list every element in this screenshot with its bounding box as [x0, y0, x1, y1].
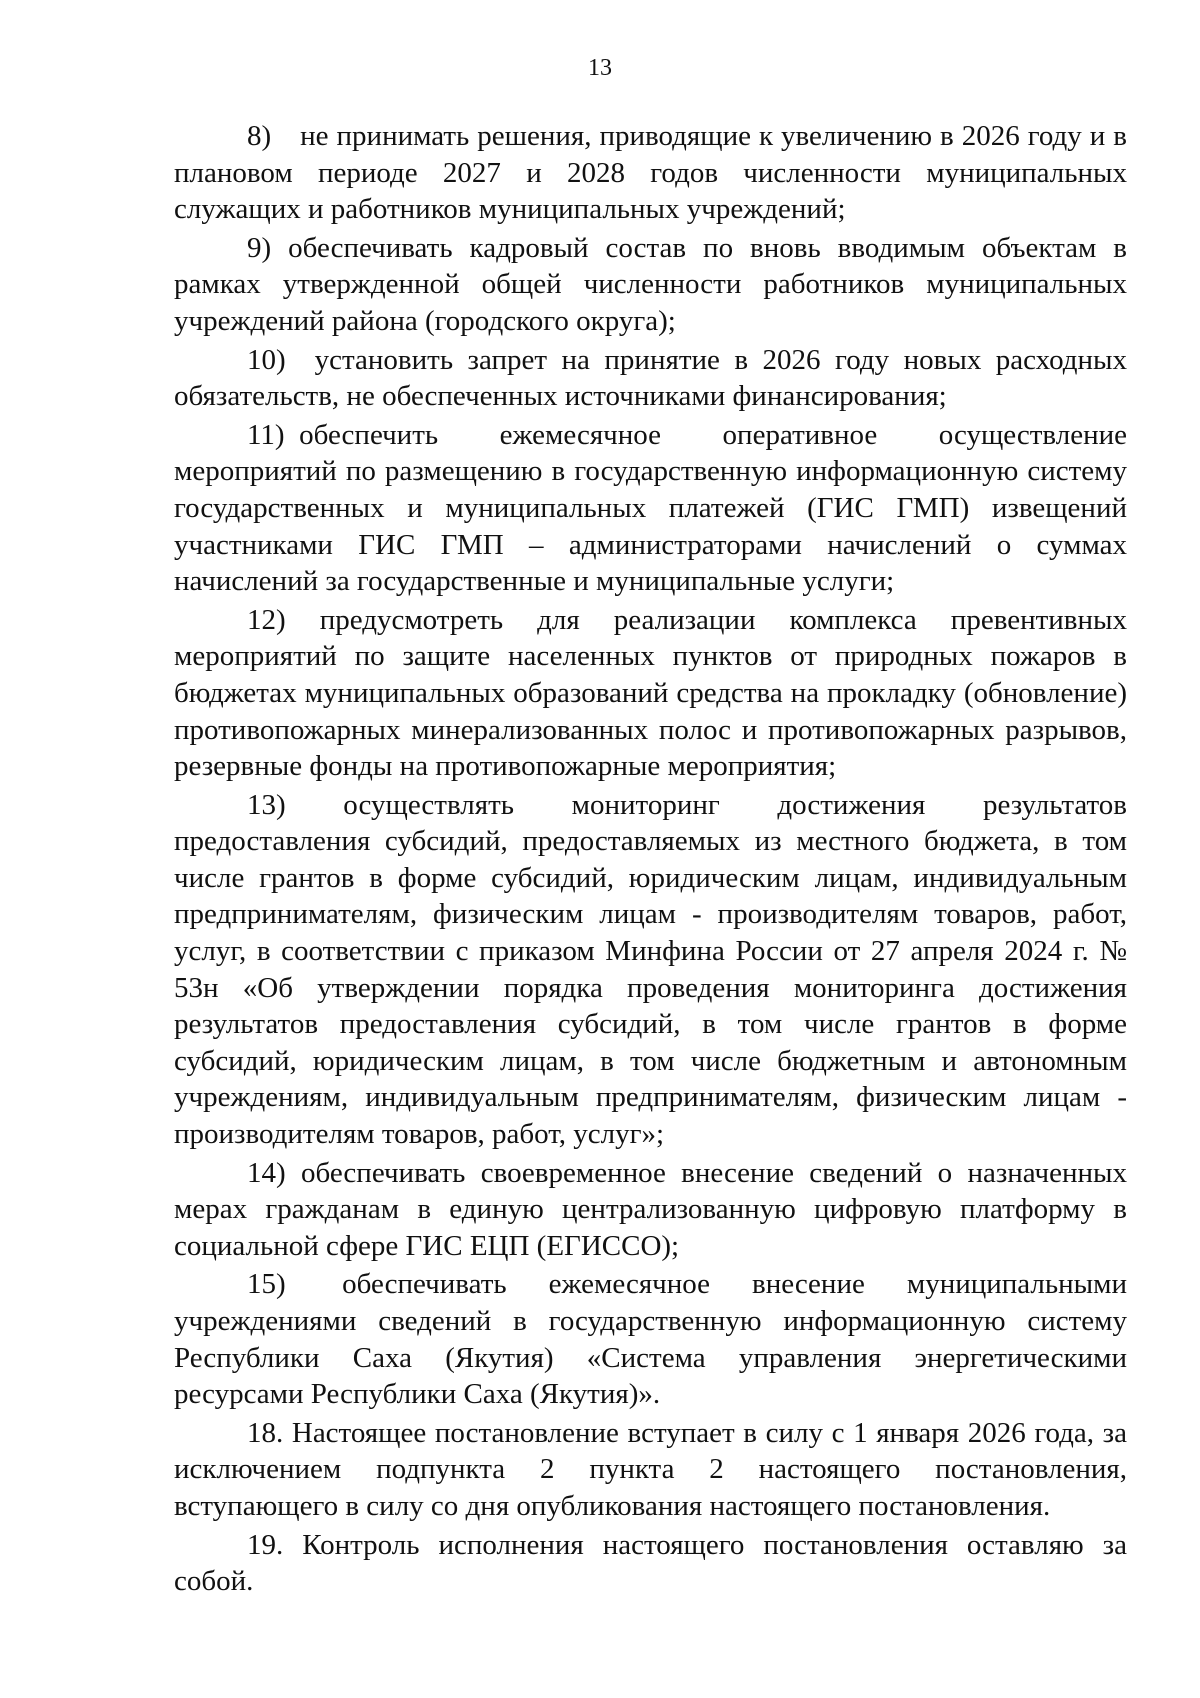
clause-19: 19. Контроль исполнения настоящего постановления оставляю за собой.: [174, 1528, 1127, 1598]
clause-18: 18. Настоящее постановление вступает в силу с 1 января 2026 года, за исключением подпункта 2 пункта 2 настоящего постановления, вступающего в силу со дня опубликования настоящего постановления.: [174, 1416, 1127, 1522]
paragraph-item-10: 10) установить запрет на принятие в 2026 году новых расходных обязательств, не обеспеченных источниками финансирования;: [174, 343, 1127, 413]
paragraph-item-15: 15) обеспечивать ежемесячное внесение муниципальными учреждениями сведений в государственную информационную систему Республики Саха (Якутия) «Система управления энергетическими ресурсами Республики Саха (Якутия)».: [174, 1268, 1127, 1411]
paragraph-item-14: 14) обеспечивать своевременное внесение сведений о назначенных мерах гражданам в единую централизованную цифровую платформу в социальной сфере ГИС ЕЦП (ЕГИССО);: [174, 1156, 1127, 1262]
paragraph-item-8: 8) не принимать решения, приводящие к увеличению в 2026 году и в плановом периоде 2027 и 2028 годов численности муниципальных служащих и работников муниципальных учреждений;: [174, 120, 1127, 226]
paragraph-item-9: 9) обеспечивать кадровый состав по вновь вводимым объектам в рамках утвержденной общей численности работников муниципальных учреждений района (городского округа);: [174, 231, 1127, 337]
paragraph-item-11: 11) обеспечить ежемесячное оперативное осуществление мероприятий по размещению в государственную информационную систему государственных и муниципальных платежей (ГИС ГМП) извещений участниками ГИС ГМП – администраторами начислений о суммах начислений за государственные и муниципальные услуги;: [174, 418, 1127, 598]
document-body: [174, 118, 1127, 1602]
page-number: 13: [588, 55, 612, 81]
paragraph-item-13: 13) осуществлять мониторинг достижения результатов предоставления субсидий, предоставляемых из местного бюджета, в том числе грантов в форме субсидий, юридическим лицам, индивидуальным предпринимателям, физическим лицам - производителям товаров, работ, услуг, в соответствии с приказом Минфина России от 27 апреля 2024 г. № 53н «Об утверждении порядка проведения мониторинга достижения результатов предоставления субсидий, в том числе грантов в форме субсидий, юридическим лицам, в том числе бюджетным и автономным учреждениям, индивидуальным предпринимателям, физическим лицам - производителям товаров, работ, услуг»;: [174, 788, 1127, 1151]
paragraph-item-12: 12) предусмотреть для реализации комплекса превентивных мероприятий по защите населенных пунктов от природных пожаров в бюджетах муниципальных образований средства на прокладку (обновление) противопожарных минерализованных полос и противопожарных разрывов, резервные фонды на противопожарные мероприятия;: [174, 603, 1127, 783]
